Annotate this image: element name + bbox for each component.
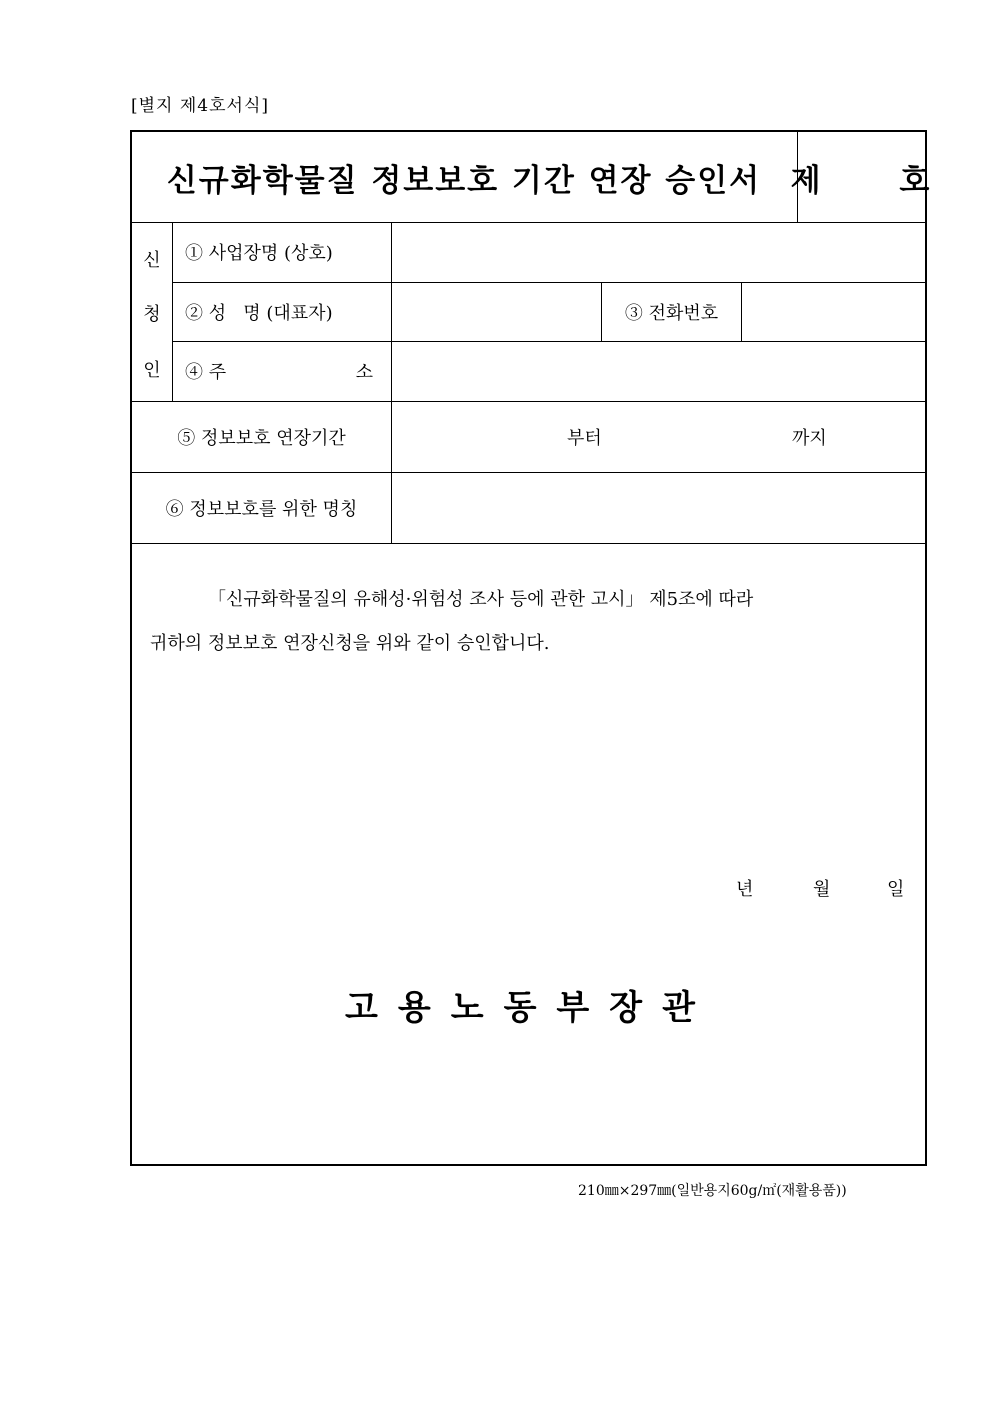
representative-name-field[interactable] (392, 282, 601, 341)
business-name-label-text: ① 사업장명 (상호) (185, 243, 333, 264)
protection-name-label-text: ⑥ 정보보호를 위한 명칭 (165, 498, 358, 520)
period-to-label: 까지 (792, 427, 827, 449)
row-divider-protection (132, 543, 925, 544)
period-from-label: 부터 (567, 427, 602, 449)
business-name-field[interactable] (392, 222, 925, 282)
protection-name-label (132, 472, 391, 543)
date-day: 일 (887, 879, 905, 900)
address-label-left: ④ 주 (185, 362, 227, 383)
form-title-text: 신규화학물질 정보보호 기간 연장 승인서 (166, 162, 762, 199)
applicant-side-char-1: 신 (143, 250, 161, 271)
representative-name-label-text: ② 성 명 (대표자) (185, 302, 333, 324)
approval-number-cell (790, 132, 932, 222)
phone-label (602, 282, 741, 341)
extension-period-field[interactable] (392, 401, 925, 472)
address-field[interactable] (392, 341, 925, 401)
approval-statement-line-2: 귀하의 정보보호 연장신청을 위와 같이 승인합니다. (150, 633, 550, 654)
form-title (132, 132, 796, 222)
protection-name-field[interactable] (392, 472, 925, 543)
representative-name-label (173, 282, 391, 341)
address-label (173, 341, 391, 401)
phone-label-text: ③ 전화번호 (624, 302, 719, 324)
applicant-side-char-3: 인 (143, 360, 161, 381)
paper-size-note: 210㎜×297㎜(일반용지60g/㎡(재활용품)) (578, 1183, 847, 1199)
phone-field[interactable] (742, 282, 925, 341)
extension-period-label (132, 401, 391, 472)
form-number-label: [별지 제4호서식] (131, 96, 270, 116)
approval-statement-line-1: 「신규화학물질의 유해성·위험성 조사 등에 관한 고시」 제5조에 따라 (208, 589, 754, 610)
address-label-right: 소 (355, 362, 373, 383)
approval-number-label: 제 호 (790, 162, 932, 199)
issuer-name: 고용노동부장관 (345, 988, 715, 1028)
date-year: 년 (736, 879, 754, 900)
applicant-side-char-2: 청 (143, 304, 161, 325)
business-name-label (173, 222, 391, 282)
date-month: 월 (813, 879, 831, 900)
extension-period-label-text: ⑤ 정보보호 연장기간 (177, 427, 346, 449)
